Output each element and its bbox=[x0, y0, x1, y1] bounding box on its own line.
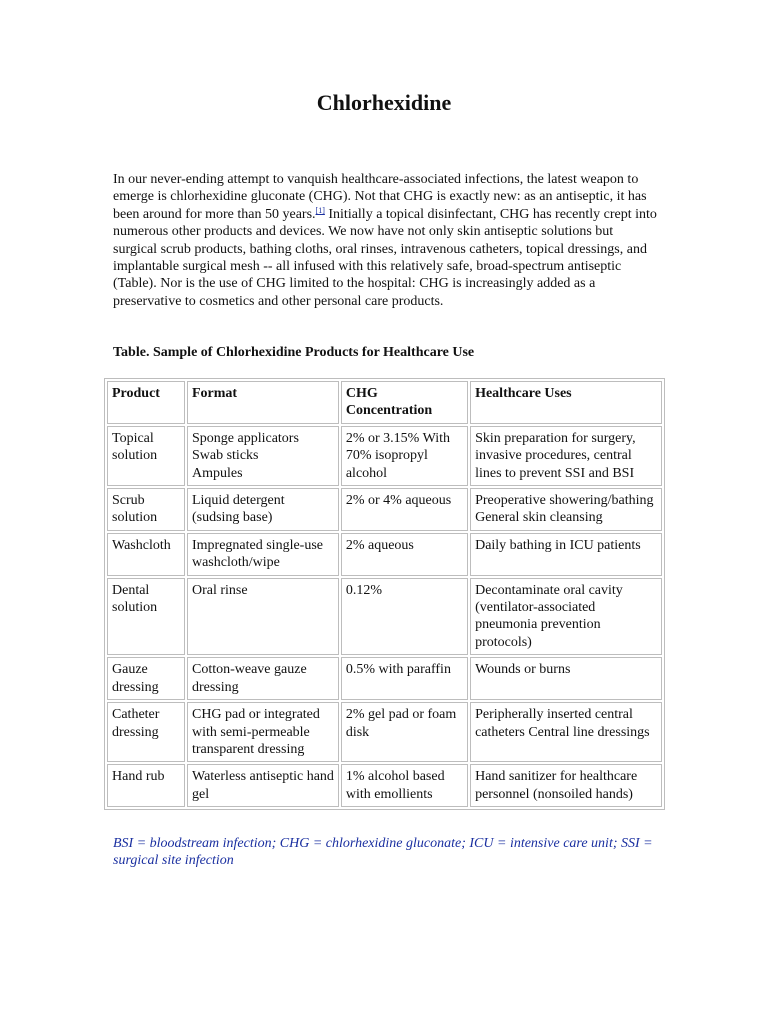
cell-format: Oral rinse bbox=[187, 578, 339, 656]
table-row bbox=[107, 488, 662, 531]
cell-product: Dental solution bbox=[107, 578, 185, 656]
header-chg-concentration: CHG Concentration bbox=[341, 381, 468, 424]
cell-uses: Preoperative showering/bathing General skin cleansing bbox=[470, 488, 662, 531]
cell-uses: Skin preparation for surgery, invasive procedures, central lines to prevent SSI and BSI bbox=[470, 426, 662, 486]
table-row bbox=[107, 702, 662, 762]
cell-uses: Daily bathing in ICU patients bbox=[470, 533, 662, 576]
cell-format: CHG pad or integrated with semi-permeable transparent dressing bbox=[187, 702, 339, 762]
cell-product: Catheter dressing bbox=[107, 702, 185, 762]
header-product: Product bbox=[107, 381, 185, 424]
intro-text-part1: In our never-ending attempt to vanquish healthcare-associated infections, the latest weapon to emerge is chlorhexidine gluconate (CHG). Not that CHG is exactly new: as an antiseptic, it has been around for more than 50 years. bbox=[113, 172, 647, 222]
table-caption: Table. Sample of Chlorhexidine Products for Healthcare Use bbox=[113, 345, 475, 360]
table-row bbox=[107, 426, 662, 486]
cell-concentration: 2% gel pad or foam disk bbox=[341, 702, 468, 762]
cell-concentration: 1% alcohol based with emollients bbox=[341, 764, 468, 807]
cell-uses: Peripherally inserted central catheters Central line dressings bbox=[470, 702, 662, 762]
products-table bbox=[104, 378, 665, 810]
cell-uses: Decontaminate oral cavity (ventilator-associated pneumonia prevention protocols) bbox=[470, 578, 662, 656]
intro-paragraph bbox=[113, 171, 658, 310]
header-format: Format bbox=[187, 381, 339, 424]
page-title: Chlorhexidine bbox=[316, 90, 452, 115]
cell-uses: Wounds or burns bbox=[470, 657, 662, 700]
cell-product: Washcloth bbox=[107, 533, 185, 576]
intro-text-part2: Initially a topical disinfectant, CHG has recently crept into numerous other products and devices. We now have not only skin antiseptic solutions but surgical scrub products, bathing cloths, oral rinses, intravenous catheters, topical dressings, and implantable surgical mesh -- all infused with this relatively safe, broad-spectrum antiseptic (Table). Nor is the use of CHG limited to the hospital: CHG is increasingly added as a preservative to cosmetics and other personal care products. bbox=[113, 206, 657, 309]
cell-product: Scrub solution bbox=[107, 488, 185, 531]
table-row bbox=[107, 657, 662, 700]
cell-product: Gauze dressing bbox=[107, 657, 185, 700]
cell-format: Liquid detergent (sudsing base) bbox=[187, 488, 339, 531]
cell-concentration: 2% aqueous bbox=[341, 533, 468, 576]
table-row bbox=[107, 578, 662, 656]
table-row bbox=[107, 533, 662, 576]
cell-concentration: 2% or 4% aqueous bbox=[341, 488, 468, 531]
table-header-row bbox=[107, 381, 662, 424]
table-row bbox=[107, 764, 662, 807]
cell-format: Impregnated single-use washcloth/wipe bbox=[187, 533, 339, 576]
reference-link[interactable]: [1] bbox=[315, 205, 325, 215]
cell-concentration: 2% or 3.15% With 70% isopropyl alcohol bbox=[341, 426, 468, 486]
cell-format: Waterless antiseptic hand gel bbox=[187, 764, 339, 807]
cell-concentration: 0.12% bbox=[341, 578, 468, 656]
cell-format: Sponge applicators Swab sticks Ampules bbox=[187, 426, 339, 486]
cell-format: Cotton-weave gauze dressing bbox=[187, 657, 339, 700]
cell-product: Topical solution bbox=[107, 426, 185, 486]
header-healthcare-uses: Healthcare Uses bbox=[470, 381, 662, 424]
cell-concentration: 0.5% with paraffin bbox=[341, 657, 468, 700]
table-footnote: BSI = bloodstream infection; CHG = chlorhexidine gluconate; ICU = intensive care unit; SSI = surgical site infection bbox=[113, 836, 653, 869]
cell-uses: Hand sanitizer for healthcare personnel (nonsoiled hands) bbox=[470, 764, 662, 807]
cell-product: Hand rub bbox=[107, 764, 185, 807]
